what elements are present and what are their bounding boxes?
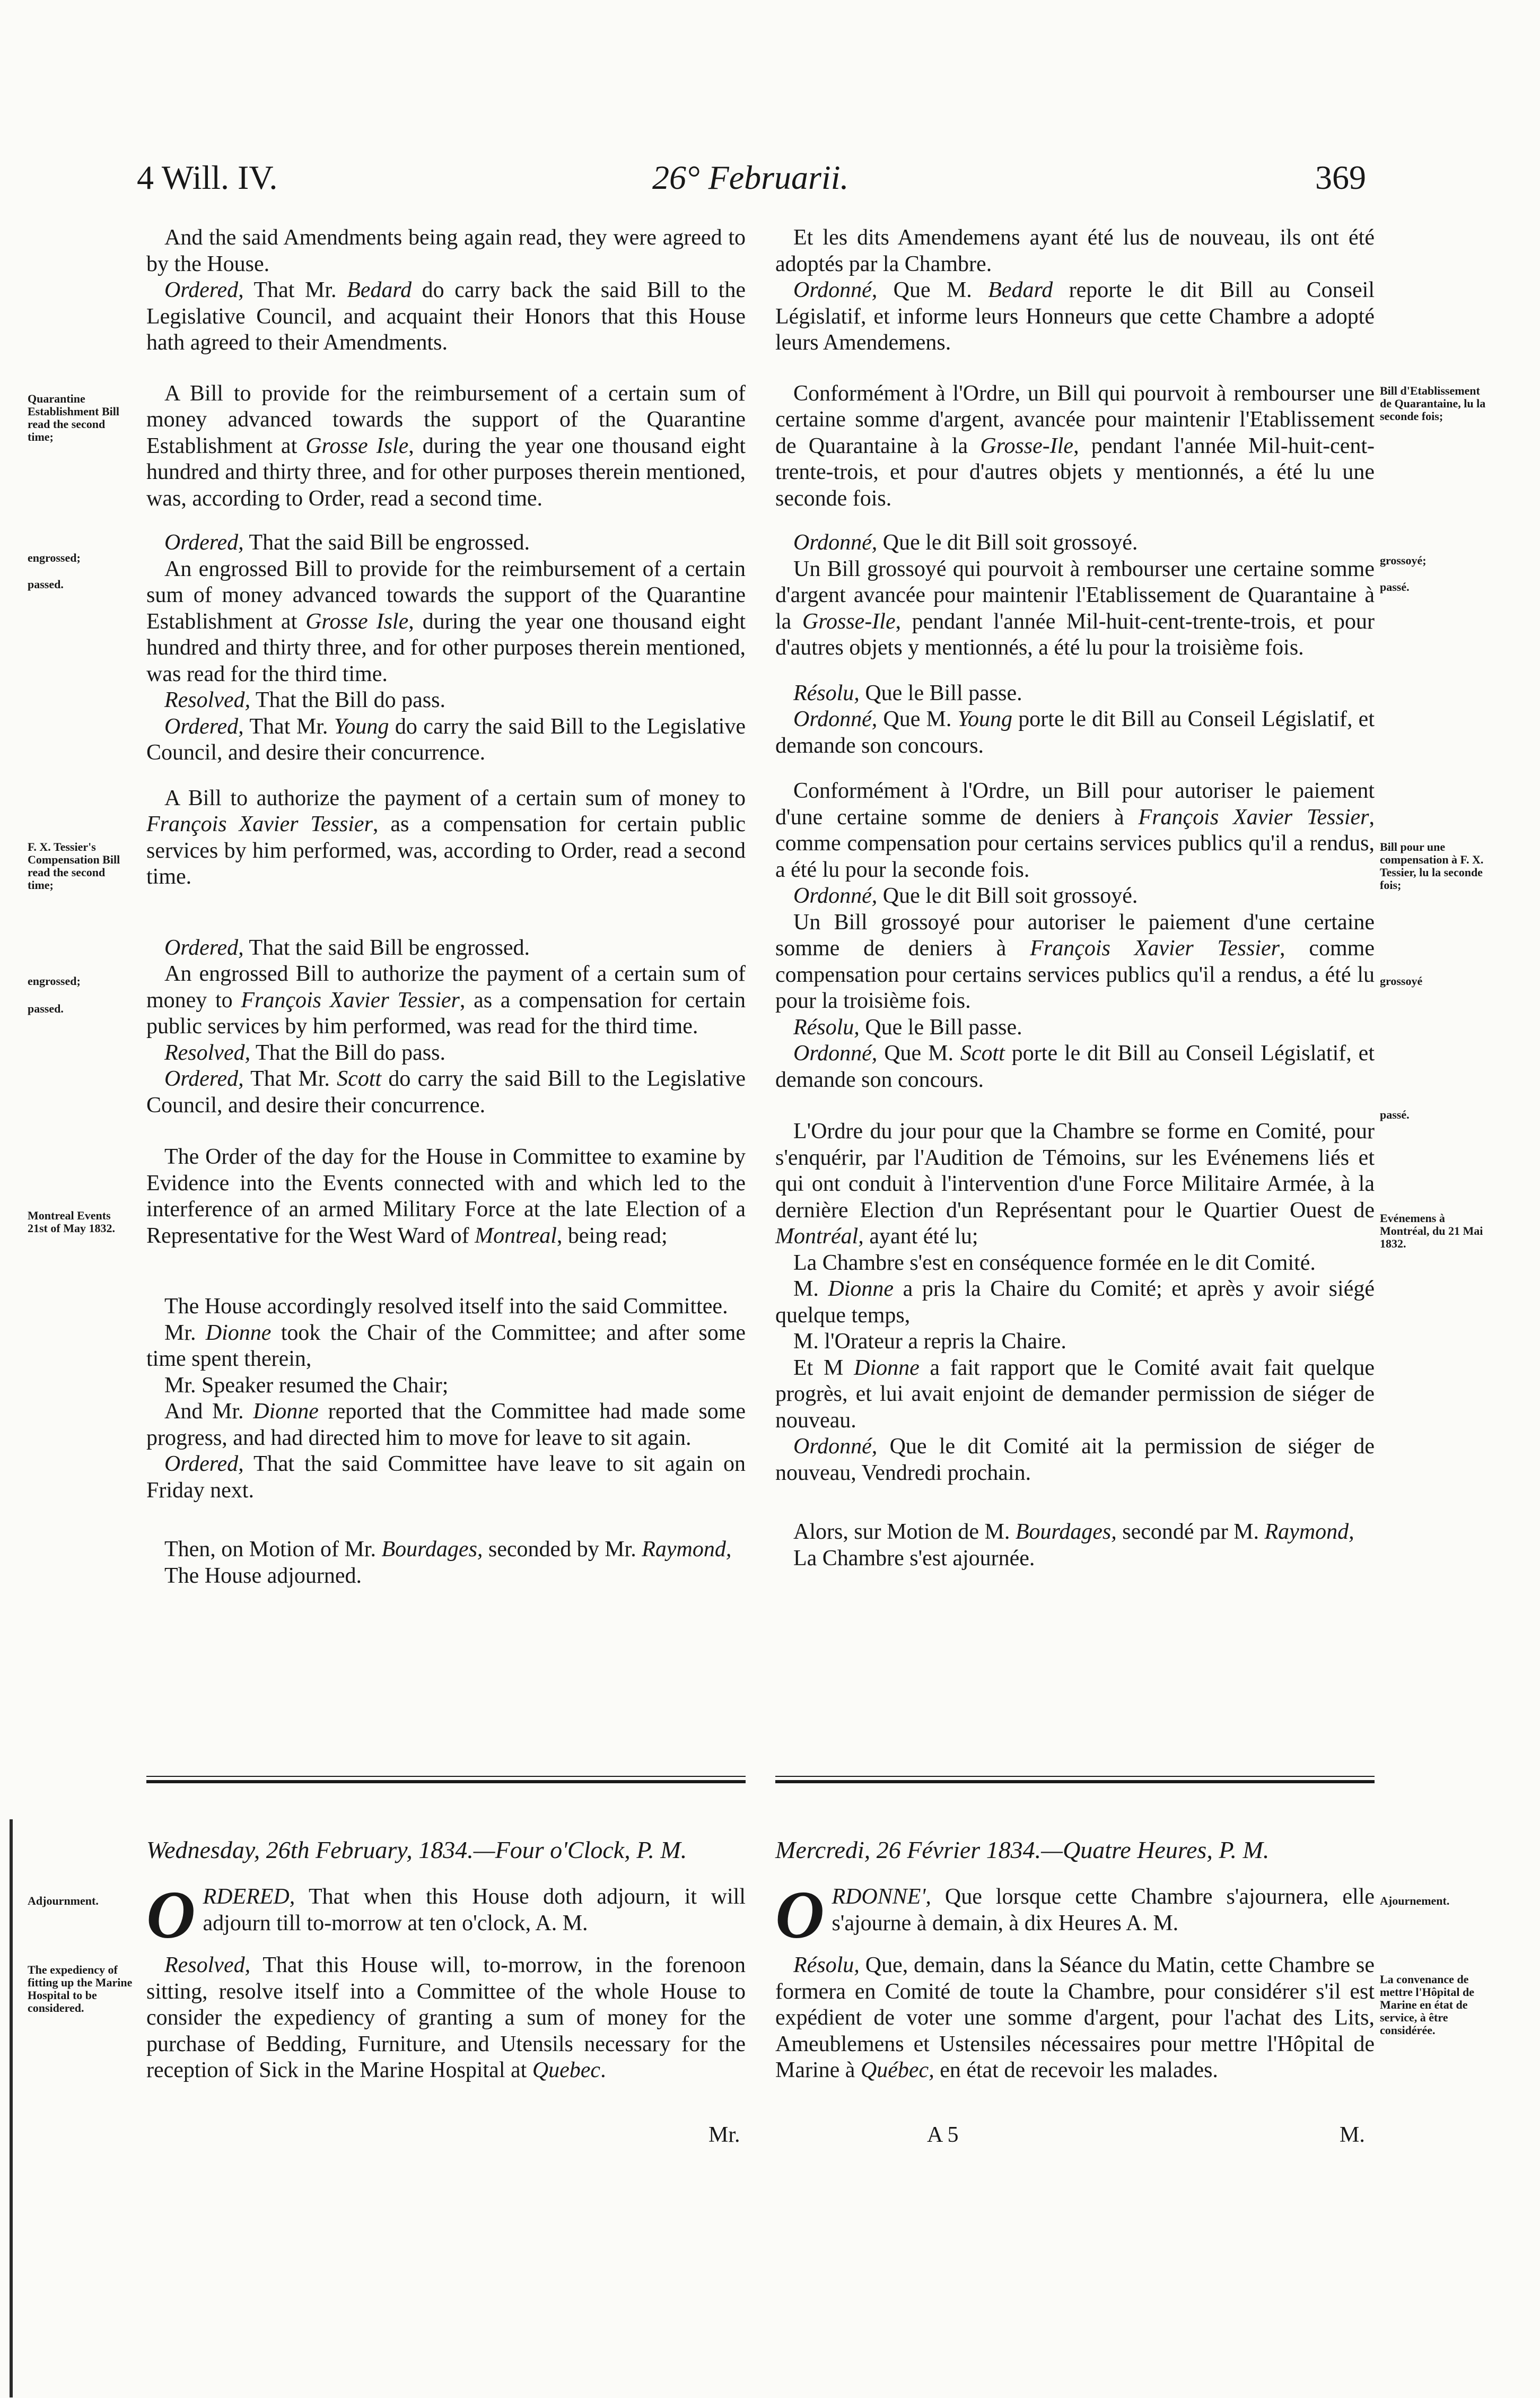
italic-run: Montréal, bbox=[775, 1224, 864, 1249]
en-para-5: Resolved, That the Bill do pass. bbox=[164, 688, 445, 712]
fr-para-1: Ordonné, Que M. Bedard reporte le dit Bill au Conseil Législatif, et informe leurs Honneurs que cette Chambre a adopté leurs Amendemens. bbox=[775, 278, 1375, 355]
italic-run: Ordonné, bbox=[793, 1434, 878, 1459]
italic-run: Ordonné, bbox=[793, 530, 878, 555]
fr-para-6: Ordonné, Que M. Young porte le dit Bill au Conseil Législatif, et demande son concours. bbox=[775, 707, 1375, 758]
en-para-13: The House accordingly resolved itself into the said Committee. bbox=[164, 1294, 728, 1319]
margin-right-6: Evénemens à Montréal, du 21 Mai 1832. bbox=[1380, 1211, 1483, 1250]
en-para-14: Mr. Dionne took the Chair of the Committee; and after some time spent therein, bbox=[146, 1320, 746, 1371]
en-para-11: Ordered, That Mr. Scott do carry the said Bill to the Legislative Council, and desire their concurrence. bbox=[146, 1067, 746, 1118]
margin-left-7: Adjournment. bbox=[28, 1894, 99, 1907]
fr-para-13: La Chambre s'est en conséquence formée en le dit Comité. bbox=[793, 1250, 1316, 1275]
italic-run: Raymond, bbox=[1264, 1520, 1354, 1544]
margin-left-1: engrossed; bbox=[28, 551, 81, 564]
rule-thin-en bbox=[146, 1776, 746, 1777]
en-adjourn-rest: That when this House doth adjourn, it will adjourn till to-morrow at ten o'clock, A. M. bbox=[203, 1885, 746, 1935]
fr-para-4: Un Bill grossoyé qui pourvoit à rembourser une certaine somme d'argent avancée pour maintenir l'Etablissement de Quarantaine à la Grosse-Ile, pendant l'année Mil-huit-cent-trente-trois, et pour d'autres objets y mentionnés, a été lu pour la troisième fois. bbox=[775, 556, 1375, 660]
italic-run: Young bbox=[957, 707, 1013, 731]
margin-left-6: Montreal Events 21st of May 1832. bbox=[28, 1209, 115, 1235]
fr-para-2: Conformément à l'Ordre, un Bill qui pourvoit à rembourser une certaine somme d'argent, avancée pour maintenir l'Etablissement de Quarantaine à la Grosse-Ile, pendant l'année Mil-huit-cent-trente-trois, et pour d'autres objets y mentionnés, a été lu une seconde fois. bbox=[775, 381, 1375, 511]
margin-left-2: passed. bbox=[28, 578, 64, 591]
margin-right-8: La convenance de mettre l'Hôpital de Marine en état de service, à être considérée. bbox=[1380, 1973, 1474, 2037]
italic-run: Dionne bbox=[854, 1355, 920, 1380]
italic-run: Bourdages, bbox=[381, 1537, 483, 1562]
margin-right-4: grossoyé bbox=[1380, 974, 1423, 988]
en-para-16: And Mr. Dionne reported that the Committee had made some progress, and had directed him to move for leave to sit again. bbox=[146, 1399, 746, 1450]
en-adjourn-first: RDERED, bbox=[203, 1885, 295, 1909]
fr-adjourn-rest: Que lorsque cette Chambre s'ajournera, elle s'ajourne à demain, à dix Heures A. M. bbox=[832, 1885, 1375, 1935]
header-date: 26° Februarii. bbox=[652, 159, 849, 196]
en-para-10: Resolved, That the Bill do pass. bbox=[164, 1040, 445, 1065]
fr-para-7: Conformément à l'Ordre, un Bill pour autoriser le paiement d'une certaine somme de deniers à François Xavier Tessier, comme compensation pour certains services publics qu'il a rendus, a été lu pour la seconde fois. bbox=[775, 779, 1375, 882]
italic-run: Scott bbox=[960, 1041, 1005, 1066]
fr-para-15: M. l'Orateur a repris la Chaire. bbox=[793, 1329, 1066, 1354]
italic-run: Quebec bbox=[532, 2058, 601, 2082]
italic-run: Ordered, bbox=[164, 1067, 244, 1091]
fr-para-14: M. Dionne a pris la Chaire du Comité; et après y avoir siégé quelque temps, bbox=[775, 1277, 1375, 1328]
page-number: 369 bbox=[1315, 159, 1366, 196]
fr-para-19: La Chambre s'est ajournée. bbox=[793, 1546, 1035, 1571]
en-adjournment bbox=[146, 1877, 746, 2084]
en-para-3: Ordered, That the said Bill be engrossed. bbox=[164, 530, 530, 555]
english-column bbox=[146, 225, 746, 1589]
margin-right-1: grossoyé; bbox=[1380, 554, 1427, 567]
italic-run: François Xavier Tessier bbox=[1030, 936, 1280, 961]
italic-run: Bedard bbox=[347, 278, 412, 302]
en-para-18: Then, on Motion of Mr. Bourdages, seconded by Mr. Raymond, bbox=[164, 1537, 732, 1562]
italic-run: François Xavier Tessier bbox=[1138, 805, 1369, 830]
fr-para-16: Et M Dionne a fait rapport que le Comité avait fait quelque progrès, et lui avait enjoint de demander permission de siéger de nouveau. bbox=[775, 1355, 1375, 1433]
italic-run: Résolu, bbox=[793, 1015, 860, 1040]
fr-dropcap: O bbox=[775, 1877, 825, 1952]
rule-thick-fr bbox=[775, 1780, 1375, 1783]
italic-run: Grosse Isle bbox=[305, 609, 409, 634]
fr-para-8: Ordonné, Que le dit Bill soit grossoyé. bbox=[793, 884, 1138, 908]
italic-run: Ordered, bbox=[164, 1452, 244, 1476]
fr-para-0: Et les dits Amendemens ayant été lus de nouveau, ils ont été adoptés par la Chambre. bbox=[775, 225, 1375, 276]
fr-para-3: Ordonné, Que le dit Bill soit grossoyé. bbox=[793, 530, 1138, 555]
italic-run: Dionne bbox=[253, 1399, 319, 1424]
header-volume: 4 Will. IV. bbox=[137, 159, 278, 196]
italic-run: Ordered, bbox=[164, 714, 244, 739]
italic-run: Ordered, bbox=[164, 278, 244, 302]
en-para-17: Ordered, That the said Committee have leave to sit again on Friday next. bbox=[146, 1452, 746, 1503]
en-para-8: Ordered, That the said Bill be engrossed. bbox=[164, 935, 530, 960]
rule-thin-fr bbox=[775, 1776, 1375, 1777]
fr-para-5: Résolu, Que le Bill passe. bbox=[793, 681, 1022, 705]
italic-run: Bedard bbox=[988, 278, 1053, 302]
italic-run: Resolved, bbox=[164, 1040, 251, 1065]
italic-run: Grosse-Ile bbox=[802, 609, 896, 634]
en-adjourn-para bbox=[146, 1877, 746, 1952]
en-para-15: Mr. Speaker resumed the Chair; bbox=[164, 1373, 449, 1398]
italic-run: Dionne bbox=[828, 1277, 894, 1301]
italic-run: Résolu, bbox=[793, 681, 860, 705]
margin-left-0: Quarantine Establishment Bill read the second time; bbox=[28, 392, 119, 443]
margin-left-4: engrossed; bbox=[28, 974, 81, 988]
italic-run: Resolved, bbox=[164, 688, 251, 712]
italic-run: Grosse Isle bbox=[305, 433, 409, 458]
en-para-9: An engrossed Bill to authorize the payment of a certain sum of money to François Xavier Tessier, as a compensation for certain public services by him performed, was read for the third time. bbox=[146, 962, 746, 1039]
margin-right-3: Bill pour une compensation à F. X. Tessier, lu la seconde fois; bbox=[1380, 840, 1484, 892]
italic-run: Young bbox=[334, 714, 389, 739]
en-para-4: An engrossed Bill to provide for the reimbursement of a certain sum of money advanced towards the support of the Quarantine Establishment at Grosse Isle, during the year one thousand eight hundred and thirty three, and for other purposes therein mentioned, was read for the third time. bbox=[146, 556, 746, 686]
fr-adjourn-para bbox=[775, 1877, 1375, 1952]
fr-para-10: Résolu, Que le Bill passe. bbox=[793, 1015, 1022, 1040]
fr-session-date: Mercredi, 26 Février 1834.—Quatre Heures, P. M. bbox=[775, 1836, 1270, 1863]
margin-left-3: F. X. Tessier's Compensation Bill read the second time; bbox=[28, 840, 120, 892]
italic-run: Ordered, bbox=[164, 530, 244, 555]
scan-edge bbox=[10, 1819, 13, 2397]
italic-run: Ordonné, bbox=[793, 278, 878, 302]
fr-para-12: L'Ordre du jour pour que la Chambre se forme en Comité, pour s'enquérir, par l'Audition de Témoins, sur les Evénemens liés et qui ont conduit à l'intervention d'une Force Militaire Armée, à la dernière Election d'un Représentant pour le Quartier Ouest de Montréal, ayant été lu; bbox=[775, 1119, 1375, 1249]
en-para-6: Ordered, That Mr. Young do carry the said Bill to the Legislative Council, and desire their concurrence. bbox=[146, 714, 746, 765]
italic-run: Resolved, bbox=[164, 1953, 251, 1977]
italic-run: Ordonné, bbox=[793, 707, 878, 731]
italic-run: Ordonné, bbox=[793, 884, 878, 908]
italic-run: Raymond, bbox=[642, 1537, 732, 1562]
margin-left-8: The expediency of fitting up the Marine Hospital to be considered. bbox=[28, 1963, 133, 2015]
en-para-19: The House adjourned. bbox=[164, 1563, 362, 1588]
italic-run: Québec, bbox=[860, 2058, 934, 2082]
en-para-0: And the said Amendments being again read, they were agreed to by the House. bbox=[146, 225, 746, 276]
italic-run: François Xavier Tessier bbox=[146, 812, 373, 836]
en-session-date: Wednesday, 26th February, 1834.—Four o'Clock, P. M. bbox=[146, 1836, 687, 1863]
fr-para-18: Alors, sur Motion de M. Bourdages, secondé par M. Raymond, bbox=[793, 1520, 1354, 1544]
french-column bbox=[775, 225, 1375, 1572]
italic-run: François Xavier Tessier bbox=[241, 988, 460, 1013]
italic-run: Bourdages, bbox=[1015, 1520, 1117, 1544]
en-para-7: A Bill to authorize the payment of a certain sum of money to François Xavier Tessier, as a compensation for certain public services by him performed, was, according to Order, read a second time. bbox=[146, 786, 746, 889]
en-catchword: Mr. bbox=[708, 2123, 740, 2147]
margin-left-5: passed. bbox=[28, 1002, 64, 1015]
fr-para-17: Ordonné, Que le dit Comité ait la permission de siéger de nouveau, Vendredi prochain. bbox=[775, 1434, 1375, 1485]
fr-resolved-para: Résolu, Que, demain, dans la Séance du Matin, cette Chambre se formera en Comité de toute la Chambre, pour considérer s'il est expédient de voter une somme d'argent, pour l'achat des Lits, Ameublemens et Ustensiles nécessaires pour mettre l'Hôpital de Marine à Québec, en état de recevoir les malades. bbox=[775, 1953, 1375, 2082]
italic-run: Montreal bbox=[475, 1223, 557, 1248]
rule-thick-en bbox=[146, 1780, 746, 1783]
margin-right-0: Bill d'Etablissement de Quarantaine, lu la seconde fois; bbox=[1380, 384, 1486, 423]
fr-catchword: M. bbox=[1340, 2123, 1365, 2147]
italic-run: Résolu, bbox=[793, 1953, 860, 1977]
fr-adjourn-first: RDONNE', bbox=[832, 1885, 931, 1909]
en-resolved-para: Resolved, That this House will, to-morrow, in the forenoon sitting, resolve itself into a Committee of the whole House to consider the expediency of granting a sum of money for the purchase of Bedding, Furniture, and Utensils necessary for the reception of Sick in the Marine Hospital at Quebec. bbox=[146, 1953, 746, 2082]
en-para-1: Ordered, That Mr. Bedard do carry back the said Bill to the Legislative Council, and acquaint their Honors that this House hath agreed to their Amendments. bbox=[146, 278, 746, 355]
fr-adjournment bbox=[775, 1877, 1375, 2084]
italic-run: Grosse-Ile bbox=[980, 433, 1074, 458]
italic-run: Scott bbox=[337, 1067, 382, 1091]
en-para-2: A Bill to provide for the reimbursement of a certain sum of money advanced towards the support of the Quarantine Establishment at Grosse Isle, during the year one thousand eight hundred and thirty three, and for other purposes therein mentioned, was, according to Order, read a second time. bbox=[146, 381, 746, 511]
signature-mark: A 5 bbox=[927, 2123, 959, 2147]
margin-right-7: Ajournement. bbox=[1380, 1894, 1450, 1907]
italic-run: Ordered, bbox=[164, 935, 244, 960]
fr-para-9: Un Bill grossoyé pour autoriser le paiement d'une certaine somme de deniers à François Xavier Tessier, comme compensation pour certains services publics qu'il a rendus, a été lu pour la troisième fois. bbox=[775, 910, 1375, 1013]
en-para-12: The Order of the day for the House in Committee to examine by Evidence into the Events connected with and which led to the interference of an armed Military Force at the late Election of a Representative for the West Ward of Montreal, being read; bbox=[146, 1145, 746, 1248]
margin-right-5: passé. bbox=[1380, 1108, 1410, 1121]
margin-right-2: passé. bbox=[1380, 580, 1410, 594]
fr-para-11: Ordonné, Que M. Scott porte le dit Bill au Conseil Législatif, et demande son concours. bbox=[775, 1041, 1375, 1092]
italic-run: Ordonné, bbox=[793, 1041, 878, 1066]
en-dropcap: O bbox=[146, 1877, 196, 1952]
italic-run: Dionne bbox=[205, 1320, 272, 1345]
